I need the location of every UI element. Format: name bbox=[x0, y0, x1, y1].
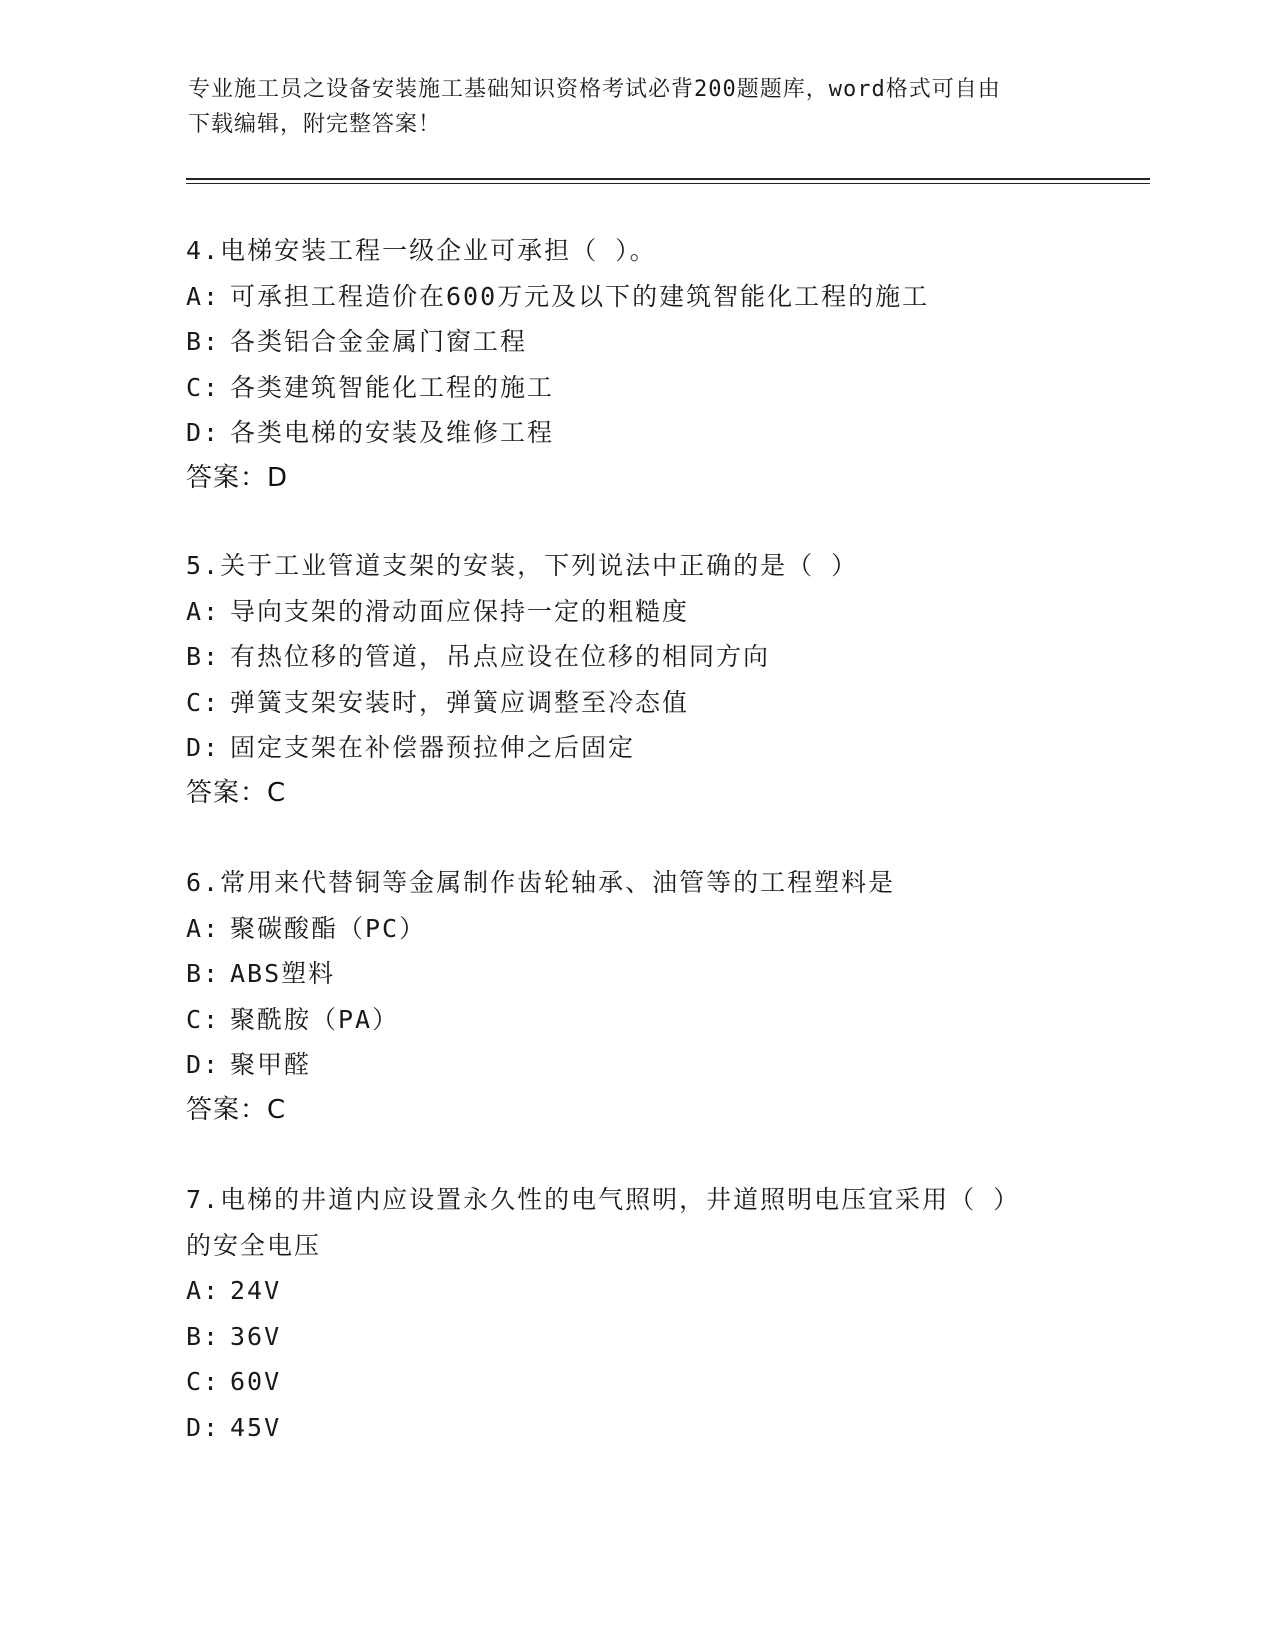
option-b bbox=[186, 1314, 1086, 1360]
option-letter: C: bbox=[186, 687, 221, 717]
option-letter: B: bbox=[186, 959, 221, 988]
question-stem: 4.电梯安装工程一级企业可承担（ ）。 bbox=[186, 236, 657, 265]
option-text: 36V bbox=[230, 1321, 282, 1351]
answer-line: 答案：C bbox=[186, 1094, 287, 1125]
option-text: ABS塑料 bbox=[230, 959, 336, 988]
header-divider-thin bbox=[186, 183, 1150, 184]
option-letter: D: bbox=[186, 733, 221, 762]
option-c bbox=[186, 365, 1086, 411]
option-text: 45V bbox=[230, 1412, 282, 1442]
option-b bbox=[186, 951, 1086, 997]
option-c bbox=[186, 1359, 1086, 1405]
option-text: 聚酰胺（PA） bbox=[230, 1004, 400, 1034]
option-letter: D: bbox=[186, 418, 221, 447]
option-text: 固定支架在补偿器预拉伸之后固定 bbox=[230, 733, 636, 762]
option-letter: D: bbox=[186, 1050, 221, 1079]
question-stem-line-1: 7.电梯的井道内应设置永久性的电气照明，井道照明电压宜采用（ ） bbox=[186, 1185, 1021, 1214]
option-b bbox=[186, 319, 1086, 365]
option-letter: A: bbox=[186, 1276, 221, 1305]
option-letter: A: bbox=[186, 281, 221, 311]
option-letter: A: bbox=[186, 913, 221, 943]
option-d bbox=[186, 1405, 1086, 1451]
option-text: 可承担工程造价在600万元及以下的建筑智能化工程的施工 bbox=[230, 281, 930, 311]
option-a bbox=[186, 589, 1086, 635]
question-6 bbox=[186, 860, 1086, 1133]
question-5 bbox=[186, 543, 1086, 816]
option-letter: B: bbox=[186, 642, 221, 671]
option-d bbox=[186, 410, 1086, 456]
question-7 bbox=[186, 1177, 1086, 1450]
question-stem-line-2: 的安全电压 bbox=[186, 1230, 322, 1260]
option-letter: C: bbox=[186, 1004, 221, 1034]
option-text: 聚碳酸酯（PC） bbox=[230, 913, 427, 943]
option-letter: B: bbox=[186, 1321, 221, 1351]
document-header bbox=[188, 72, 1068, 142]
option-letter: A: bbox=[186, 596, 221, 626]
option-text: 60V bbox=[230, 1367, 282, 1396]
header-divider-thick bbox=[186, 178, 1150, 180]
option-d bbox=[186, 1042, 1086, 1088]
option-text: 各类电梯的安装及维修工程 bbox=[230, 418, 555, 447]
option-b bbox=[186, 634, 1086, 680]
option-text: 聚甲醛 bbox=[230, 1050, 312, 1079]
option-letter: C: bbox=[186, 1367, 221, 1396]
question-stem: 6.常用来代替铜等金属制作齿轮轴承、油管等的工程塑料是 bbox=[186, 868, 896, 897]
header-line-2: 下载编辑，附完整答案！ bbox=[188, 112, 442, 137]
option-letter: D: bbox=[186, 1412, 221, 1442]
answer-line: 答案：C bbox=[186, 777, 287, 808]
option-d bbox=[186, 725, 1086, 771]
option-text: 有热位移的管道，吊点应设在位移的相同方向 bbox=[230, 642, 771, 671]
question-4 bbox=[186, 228, 1086, 501]
option-a bbox=[186, 1268, 1086, 1314]
question-stem: 5.关于工业管道支架的安装，下列说法中正确的是（ ） bbox=[186, 551, 859, 580]
option-a bbox=[186, 274, 1086, 320]
option-text: 导向支架的滑动面应保持一定的粗糙度 bbox=[230, 596, 690, 626]
option-c bbox=[186, 680, 1086, 726]
option-letter: B: bbox=[186, 327, 221, 356]
option-text: 各类铝合金金属门窗工程 bbox=[230, 327, 528, 356]
option-text: 弹簧支架安装时，弹簧应调整至冷态值 bbox=[230, 687, 690, 717]
option-letter: C: bbox=[186, 372, 221, 402]
header-line-1: 专业施工员之设备安装施工基础知识资格考试必背200题题库，word格式可自由 bbox=[188, 77, 1001, 102]
option-text: 各类建筑智能化工程的施工 bbox=[230, 372, 555, 402]
answer-line: 答案：D bbox=[186, 462, 289, 493]
option-text: 24V bbox=[230, 1276, 282, 1305]
option-a bbox=[186, 906, 1086, 952]
option-c bbox=[186, 997, 1086, 1043]
